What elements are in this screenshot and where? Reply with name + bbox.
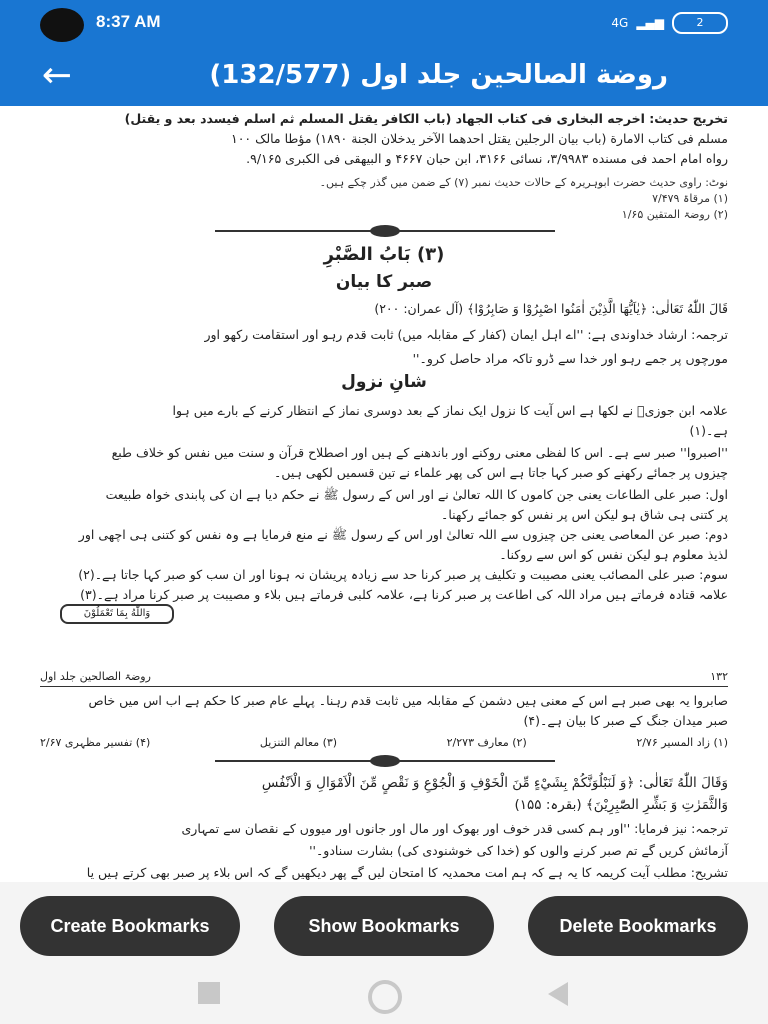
ayah-2-line-1: وَقَالَ اللّٰهُ تَعَالٰی: ﴿وَ لَنَبْلُوَنَّكُمْ بِشَيْءٍ مِّنَ الْخَوْفِ وَ الْجُوْعِ وَ نَقْصٍ مِّنَ الْاَمْوَالِ وَ الْاَنْفُسِ: [261, 775, 728, 791]
takhrij-line-1: تخریج حدیث: اخرجه البخاری فی کتاب الجهاد (باب الکافر یقتل المسلم ثم اسلم فیسدد بعد و یقتل): [124, 111, 728, 126]
section-heading-shan-nuzool: شانِ نزول: [341, 372, 427, 392]
reference-1: (۱) زاد المسیر ۲/۷۶: [636, 736, 728, 749]
sabr-type-2-line-1: دوم: صبر عن المعاصی یعنی جن چیزوں سے اللہ تعالیٰ اور اس کے رسول ﷺ نے منع فرمایا ہے وہ نفس کو کتنی ہی اچھی اور: [78, 527, 728, 542]
sabr-definition-line-1: ''اصبروا'' صبر سے ہے۔ اس کا لفظی معنی روکنے اور باندھنے کے ہیں اور اصطلاح قرآن و سنت میں نفس کو خلاف طبع: [111, 445, 728, 460]
chapter-subtitle: صبر کا بیان: [335, 272, 433, 292]
sabr-type-1-line-1: اول: صبر علی الطاعات یعنی جن کاموں کا اللہ تعالیٰ نے اور اس کے رسول ﷺ نے حکم دیا ہے ان کی پابندی خواہ طبیعت: [105, 487, 728, 502]
nuzool-line-1: علامہ ابن جوزیؒ نے لکھا ہے اس آیت کا نزول ایک نماز کے بعد دوسری نماز کے انتظار کرنے کے بارے میں ہوا: [172, 403, 728, 418]
chapter-title: (۳) بَابُ الصَّبْرِ: [323, 244, 445, 265]
footnote-line-3: (۲) روضۃ المتقین ۱/۶۵: [621, 208, 728, 221]
page-header-row: [40, 670, 728, 683]
system-nav-bar: [0, 970, 768, 1024]
sabr-type-3-line: سوم: صبر علی المصائب یعنی مصیبت و تکلیف پر صبر کرنا حد سے زیادہ پریشان نہ ہونا اور ان سب کو صبر کہا جاتا ہے۔(۲): [78, 567, 728, 582]
back-arrow-icon[interactable]: ←: [41, 54, 73, 96]
takhrij-line-2: مسلم فی کتاب الامارة (باب بیان الرجلین یقتل احدهما الآخر یدخلان الجنة ۱۸۹۰) مؤطا مالک ۱۰۰: [231, 131, 728, 146]
sabr-type-2-line-2: لذیذ معلوم ہو لیکن نفس کو اس سے روکنا۔: [499, 547, 728, 562]
footnote-line-1: نوٹ: راوی حدیث حضرت ابوہریرہ کے حالات حدیث نمبر (۷) کے ضمن میں گذر چکے ہیں۔: [319, 176, 728, 189]
status-time: 8:37 AM: [96, 12, 161, 31]
status-icons: [611, 12, 728, 34]
app-bar: [0, 44, 768, 106]
footnote-line-2: (۱) مرقاۃ ۷/۴۷۹: [652, 192, 728, 205]
ayah-line-1: قَالَ اللّٰهُ تَعَالٰی: ﴿يٰاَيُّهَا الَّذِيْنَ اٰمَنُوا اصْبِرُوْا وَ صَابِرُوْا﴾ (آل عمران: ۲۰۰): [374, 301, 728, 316]
sabr-definition-line-2: چیزوں پر جمائے رکھنے کو صبر کہا جاتا ہے اس کی پھر علماء نے تین قسمیں لکھی ہیں۔: [274, 465, 728, 480]
reference-3: (۳) معالم التنزیل: [259, 736, 338, 749]
battery-icon: 2: [672, 12, 728, 34]
references-row: [40, 736, 728, 749]
nuzool-line-2: ہے۔(۱): [689, 423, 728, 438]
takhrij-line-3: رواه امام احمد فی مسنده ۳/۹۹۸۳، نسائی ۳۱۶۶، ابن حبان ۴۶۶۷ و البیهقی فی الکبری ۹/۱۶۵.: [246, 151, 728, 166]
ornament-divider-2: [215, 760, 555, 762]
signal-icon: ▂▄▆: [636, 16, 664, 30]
translation-2-line-1: ترجمہ: نیز فرمایا: ''اور ہم کسی قدر خوف اور بھوک اور مال اور جانوں اور میووں کے نقصان سے تمہاری: [181, 821, 728, 836]
network-indicator: 4G: [611, 16, 629, 30]
ayah-2-line-2: وَالثَّمَرٰتِ وَ بَشِّرِ الصّٰبِرِيْنَ﴾ (بقرہ: ۱۵۵): [514, 797, 728, 813]
translation-2-line-2: آزمائش کریں گے تم صبر کرنے والوں کو (خدا کی خوشنودی کی) بشارت سنادو۔'': [309, 843, 728, 858]
recents-icon[interactable]: [198, 982, 220, 1004]
page-title: روضة الصالحين جلد اول (132/577): [209, 60, 668, 90]
ornamental-plaque: وَاللّٰهُ بِمَا تَعْمَلُوْنَ: [60, 604, 174, 624]
home-icon[interactable]: [368, 980, 402, 1014]
camera-cutout: [40, 8, 84, 42]
sabiru-line-2: صبر میدان جنگ کے صبر کا بیان ہے۔(۴): [523, 713, 728, 728]
qatada-line: علامہ قتادہ فرماتے ہیں مراد اللہ کی اطاعت پر صبر کرنا ہے، علامہ کلبی فرماتے ہیں بلاء و مصیبت پر صبر کرنا مراد ہے۔(۳): [80, 587, 728, 602]
show-bookmarks-button[interactable]: Show Bookmarks: [274, 896, 494, 956]
sabiru-line-1: صابروا یہ بھی صبر ہے اس کے معنی ہیں دشمن کے مقابلہ میں ثابت قدم رہنا۔ پہلے عام صبر کا حکم ہے اب اس میں خاص: [88, 693, 728, 708]
status-bar: [0, 0, 768, 44]
book-page-header: روضۃ الصالحین جلد اول: [40, 670, 151, 683]
translation-line-1: ترجمہ: ارشاد خداوندی ہے: ''اے اہل ایمان (کفار کے مقابلہ میں) ثابت قدم رہو اور استقامت رکھو اور: [204, 327, 728, 342]
create-bookmarks-button[interactable]: Create Bookmarks: [20, 896, 240, 956]
tashreeh-line: تشریح: مطلب آیت کریمہ کا یہ ہے کہ ہم امت محمدیہ کا امتحان لیں گے پھر دیکھیں گے کہ اس بلاء پر صبر بھی کرتے ہیں یا: [86, 865, 728, 880]
delete-bookmarks-button[interactable]: Delete Bookmarks: [528, 896, 748, 956]
back-icon[interactable]: [548, 982, 568, 1006]
reference-2: (۲) معارف ۲/۲۷۳: [446, 736, 527, 749]
sabr-type-1-line-2: پر کتنی ہی شاق ہو لیکن اس پر نفس کو جمائے رکھنا۔: [441, 507, 728, 522]
translation-line-2: مورچوں پر جمے رہو اور خدا سے ڈرو تاکہ مراد حاصل کرو۔'': [412, 351, 728, 366]
reference-4: (۴) تفسیر مظہری ۲/۶۷: [40, 736, 151, 749]
header-rule: [40, 686, 728, 687]
book-page[interactable]: [0, 106, 768, 882]
bookmark-action-bar: [0, 882, 768, 970]
page-number: ۱۳۲: [710, 670, 728, 683]
ornament-divider: [215, 230, 555, 232]
